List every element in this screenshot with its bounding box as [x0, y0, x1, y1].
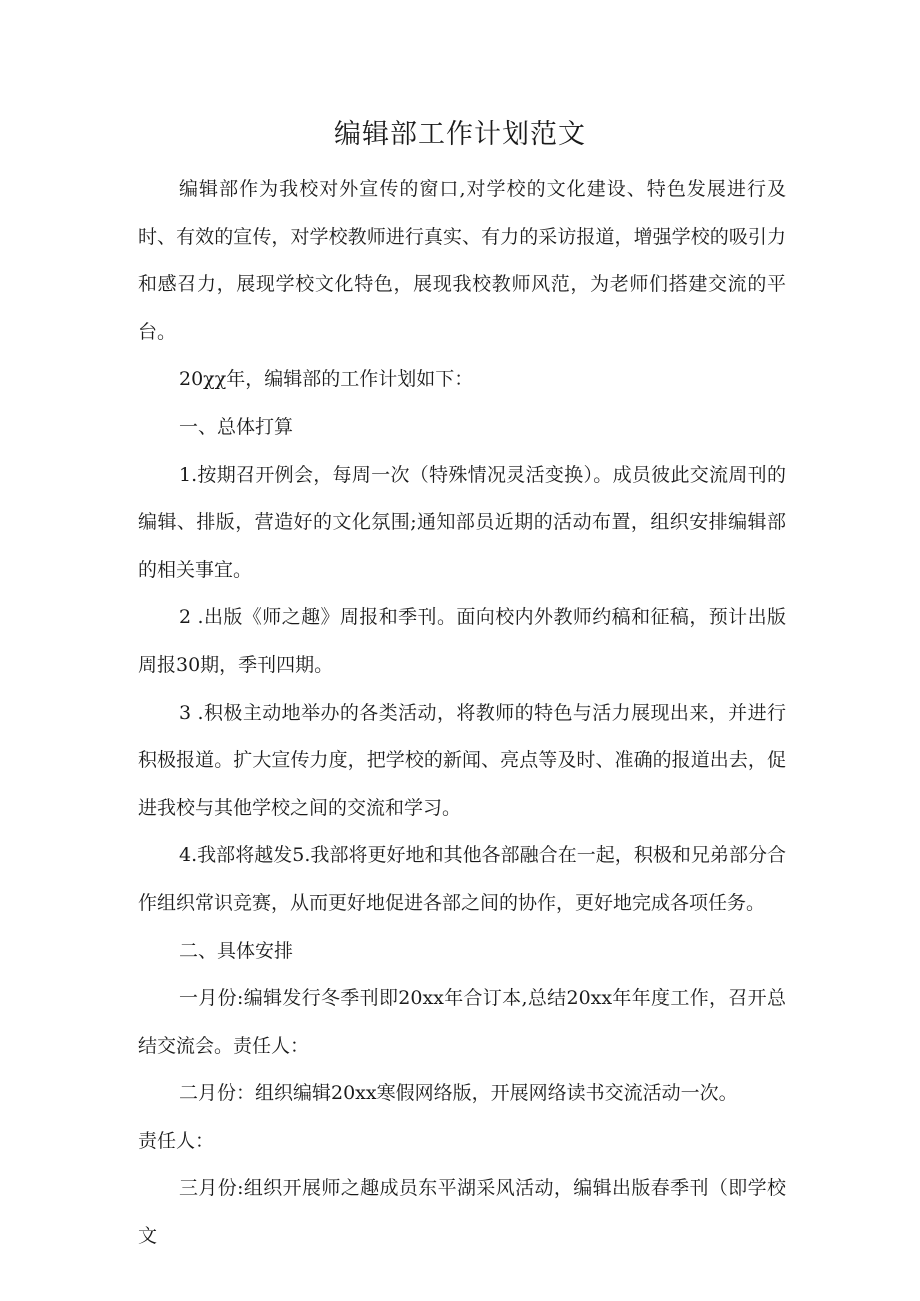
paragraph-item-2: 2 .出版《师之趣》周报和季刊。面向校内外教师约稿和征稿，预计出版周报30期，季刊四期。: [138, 606, 786, 676]
paragraph-item-4: 4.我部将越发5.我部将更好地和其他各部融合在一起，积极和兄弟部分合作组织常识竞赛，从而更好地促进各部之间的协作，更好地完成各项任务。: [138, 844, 786, 914]
paragraph-item-3: 3 .积极主动地举办的各类活动，将教师的特色与活力展现出来，并进行积极报道。扩大宣传力度，把学校的新闻、亮点等及时、准确的报道出去，促进我校与其他学校之间的交流和学习。: [138, 701, 786, 819]
section-heading-schedule: 二、具体安排: [179, 939, 294, 962]
paragraph-march: 三月份:组织开展师之趣成员东平湖采风活动，编辑出版春季刊（即学校文: [138, 1177, 786, 1248]
paragraph-intro: 编辑部作为我校对外宣传的窗口,对学校的文化建设、特色发展进行及时、有效的宣传，对学校教师进行真实、有力的采访报道，增强学校的吸引力和感召力，展现学校文化特色，展现我校教师风范，为老师们搭建交流的平台。: [138, 178, 786, 343]
paragraph-february: 二月份：组织编辑20xx寒假网络版，开展网络读书交流活动一次。: [179, 1082, 738, 1105]
paragraph-item-1: 1.按期召开例会，每周一次（特殊情况灵活变换）。成员彼此交流周刊的编辑、排版，营造好的文化氛围;通知部员近期的活动布置，组织安排编辑部的相关事宜。: [138, 463, 786, 581]
section-heading-overall: 一、总体打算: [179, 415, 294, 438]
document-body: [138, 166, 786, 1261]
document-title: 编辑部工作计划范文: [334, 119, 586, 150]
paragraph-responsible-person: 责任人：: [138, 1129, 215, 1152]
paragraph-january: 一月份:编辑发行冬季刊即20xx年合订本,总结20xx年年度工作，召开总结交流会。责任人：: [138, 987, 786, 1057]
paragraph-plan-heading: 20χχ年，编辑部的工作计划如下：: [179, 368, 474, 391]
